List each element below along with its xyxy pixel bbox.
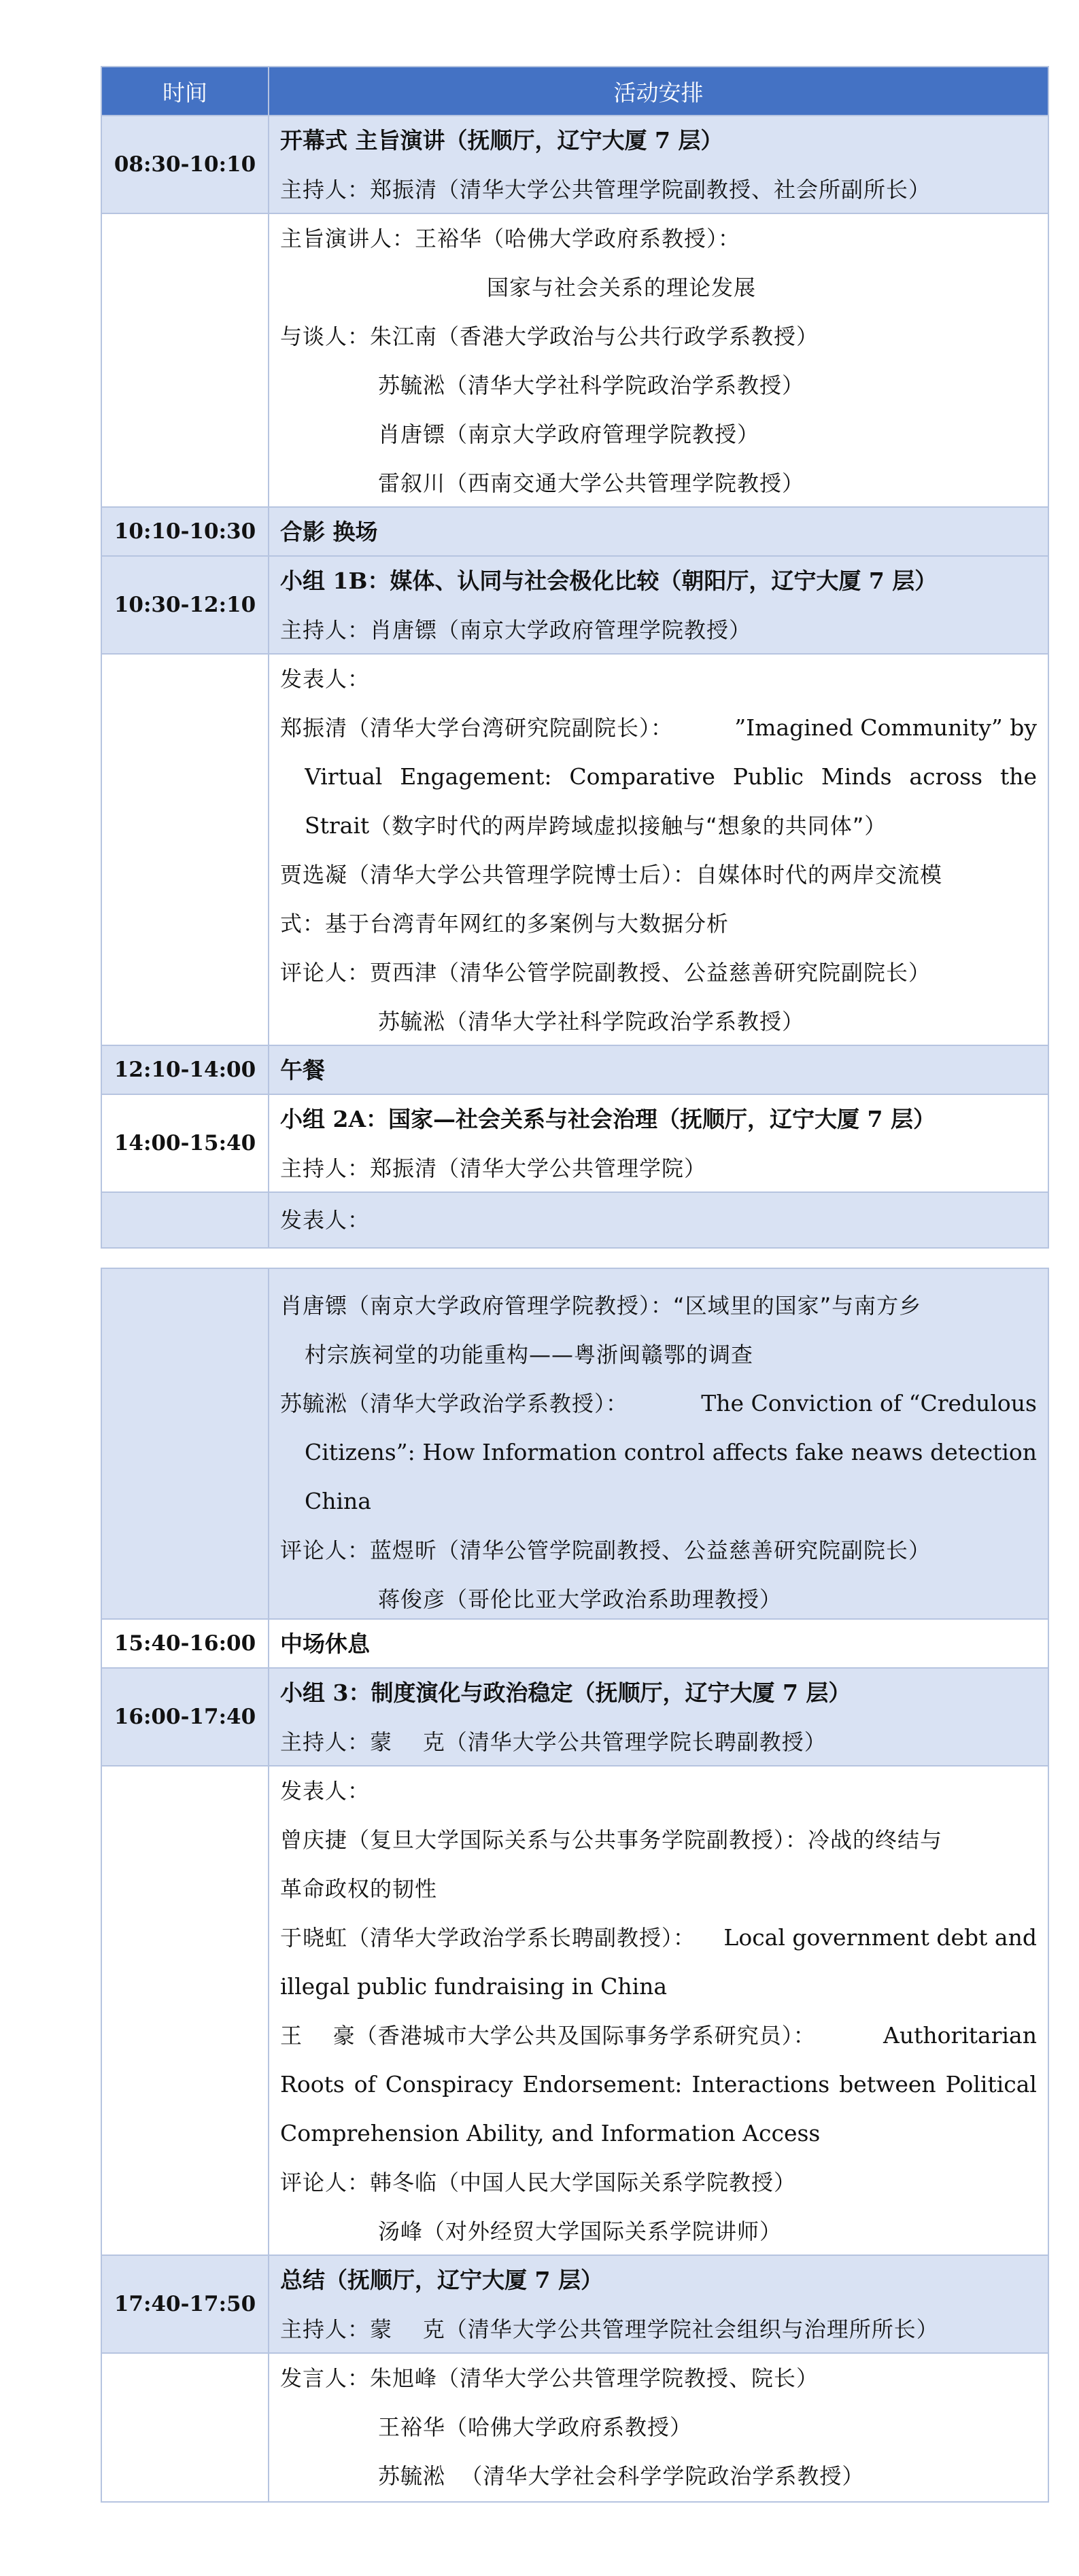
table-row: [102, 1620, 1048, 1669]
paper-title-line: China: [305, 1488, 371, 1514]
activity-column-header: 活动安排: [613, 79, 704, 106]
row-time: 12:10-14:00: [102, 1046, 269, 1094]
session-host: 主持人：蒙 克（清华大学公共管理学院社会组织与治理所所长）: [280, 2316, 939, 2342]
paper-title-line: Virtual Engagement: Comparative Public Minds across the: [305, 763, 1037, 790]
commentator-line: 苏毓淞（清华大学社科学院政治学系教授）: [378, 1009, 805, 1034]
table-row: [102, 1046, 1048, 1095]
session-host: 主持人：郑振清（清华大学公共管理学院）: [280, 1155, 707, 1181]
presenter-line: 苏毓淞（清华大学政治学系教授）： The Conviction of “Credulous: [280, 1390, 1037, 1416]
table-row: [102, 1095, 1048, 1193]
session-title: 小组 2A：国家—社会关系与社会治理（抚顺厅，辽宁大厦 7 层）: [280, 1106, 936, 1132]
row-time: 14:00-15:40: [102, 1095, 269, 1191]
speaker-line: 发言人：朱旭峰（清华大学公共管理学院教授、院长）: [280, 2365, 819, 2391]
paper-title-line: 村宗族祠堂的功能重构——粤浙闽赣鄂的调查: [305, 1342, 754, 1368]
row-time: 16:00-17:40: [102, 1669, 269, 1765]
presenter-line: 肖唐镖（南京大学政府管理学院教授）：“区域里的国家”与南方乡: [280, 1293, 922, 1319]
table-row: [102, 655, 1048, 1046]
session-host: 主持人：蒙 克（清华大学公共管理学院长聘副教授）: [280, 1729, 827, 1755]
table-header-row: [102, 67, 1048, 116]
paper-title-line: Comprehension Ability, and Information Access: [280, 2120, 821, 2146]
discussant-line: 肖唐镖（南京大学政府管理学院教授）: [378, 421, 760, 447]
session-title: 小组 1B：媒体、认同与社会极化比较（朝阳厅，辽宁大厦 7 层）: [280, 568, 938, 594]
paper-title-line: 式：基于台湾青年网红的多案例与大数据分析: [280, 911, 730, 937]
row-time: 17:40-17:50: [102, 2256, 269, 2352]
session-title: 合影 换场: [280, 519, 378, 545]
session-title: 总结（抚顺厅，辽宁大厦 7 层）: [280, 2267, 603, 2293]
row-activity: [269, 2354, 1048, 2501]
commentator-line: 蒋俊彦（哥伦比亚大学政治系助理教授）: [378, 1586, 783, 1612]
speaker-line: 苏毓淞 （清华大学社会科学学院政治学系教授）: [378, 2463, 865, 2489]
presenters-label: 发表人：: [280, 1778, 371, 1804]
commentator-line: 评论人：贾西津（清华公管学院副教授、公益慈善研究院副院长）: [280, 960, 931, 986]
presenter-line: 郑振清（清华大学台湾研究院副院长）： ”Imagined Community” by: [280, 714, 1037, 741]
session-title: 小组 3：制度演化与政治稳定（抚顺厅，辽宁大厦 7 层）: [280, 1679, 851, 1706]
paper-title-line: Strait（数字时代的两岸跨域虚拟接触与“想象的共同体”）: [305, 812, 887, 839]
table-row: [102, 2256, 1048, 2354]
table-row: [102, 508, 1048, 557]
keynote-speaker: 主旨演讲人：王裕华（哈佛大学政府系教授）：: [280, 226, 741, 251]
session-title: 午餐: [280, 1057, 325, 1083]
presenter-line: 于晓虹（清华大学政治学系长聘副教授）： Local government debt and: [280, 1924, 1037, 1951]
commentator-line: 汤峰（对外经贸大学国际关系学院讲师）: [378, 2218, 783, 2244]
discussant-line: 雷叙川（西南交通大学公共管理学院教授）: [378, 470, 805, 496]
presenter-line: 曾庆捷（复旦大学国际关系与公共事务学院副教授）：冷战的终结与: [280, 1827, 943, 1853]
row-time: 08:30-10:10: [102, 116, 269, 213]
row-time: 10:30-12:10: [102, 557, 269, 653]
discussant-line: 与谈人：朱江南（香港大学政治与公共行政学系教授）: [280, 324, 819, 349]
presenter-line: 贾选凝（清华大学公共管理学院博士后）：自媒体时代的两岸交流模: [280, 862, 943, 888]
table-row: [102, 1669, 1048, 1766]
presenters-label: 发表人：: [280, 1207, 371, 1233]
table-row: [102, 557, 1048, 655]
speaker-line: 王裕华（哈佛大学政府系教授）: [378, 2414, 693, 2440]
commentator-line: 评论人：蓝煜昕（清华公管学院副教授、公益慈善研究院副院长）: [280, 1537, 931, 1563]
discussant-line: 苏毓淞（清华大学社科学院政治学系教授）: [378, 372, 805, 398]
row-time: 10:10-10:30: [102, 508, 269, 555]
presenters-label: 发表人：: [280, 666, 371, 692]
table-row: [102, 2354, 1048, 2501]
keynote-topic: 国家与社会关系的理论发展: [487, 275, 757, 300]
session-title: 开幕式 主旨演讲（抚顺厅，辽宁大厦 7 层）: [280, 127, 723, 154]
schedule-table-part2: [101, 1268, 1049, 2503]
schedule-table-part1: [101, 66, 1049, 1249]
presenter-line: 王 豪（香港城市大学公共及国际事务学系研究员）： Authoritarian: [280, 2022, 1037, 2049]
table-row: [102, 1766, 1048, 2256]
commentator-line: 评论人：韩冬临（中国人民大学国际关系学院教授）: [280, 2170, 797, 2195]
time-column-header: 时间: [102, 67, 269, 115]
table-row: [102, 1193, 1048, 1247]
row-activity: [269, 116, 1048, 213]
table-row: [102, 214, 1048, 508]
paper-title-line: 革命政权的韧性: [280, 1876, 438, 1902]
paper-title-line: illegal public fundraising in China: [280, 1973, 668, 2000]
row-activity: [269, 655, 1048, 1045]
paper-title-line: Citizens”: How Information control affects fake neaws detection: [305, 1439, 1037, 1465]
row-activity: [269, 1269, 1048, 1618]
session-host: 主持人：郑振清（清华大学公共管理学院副教授、社会所副所长）: [280, 177, 931, 203]
table-row: [102, 116, 1048, 214]
session-title: 中场休息: [280, 1631, 370, 1657]
row-time: 15:40-16:00: [102, 1620, 269, 1667]
row-activity: [269, 1766, 1048, 2255]
session-host: 主持人：肖唐镖（南京大学政府管理学院教授）: [280, 617, 752, 643]
row-activity: [269, 214, 1048, 506]
paper-title-line: Roots of Conspiracy Endorsement: Interactions between Political: [280, 2071, 1037, 2098]
table-row: [102, 1269, 1048, 1620]
